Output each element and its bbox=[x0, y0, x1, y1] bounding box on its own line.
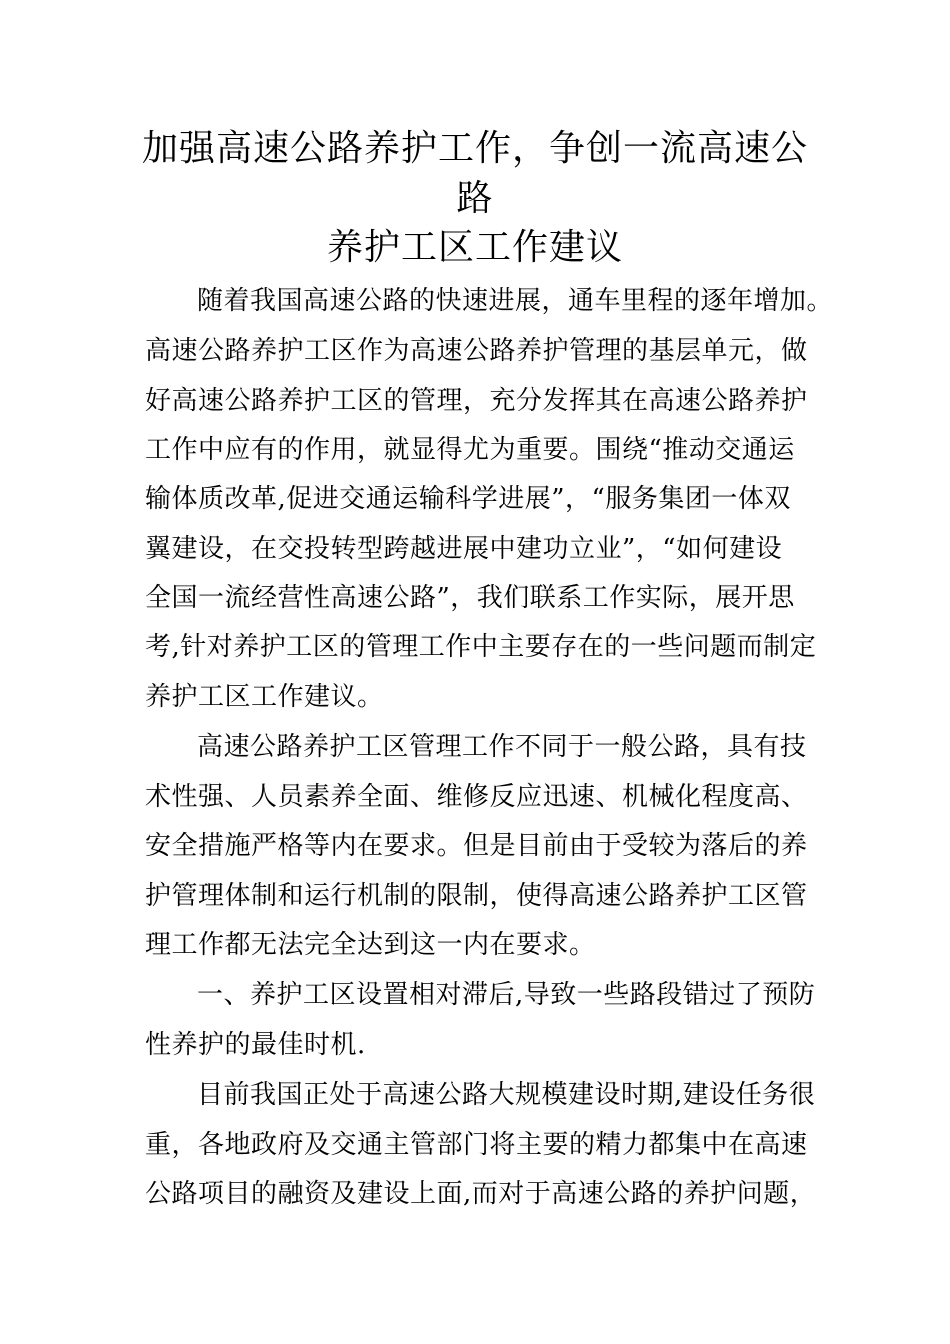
body-line: 理工作都无法完全达到这一内在要求。 bbox=[145, 930, 596, 960]
document-title-line-2: 路 bbox=[456, 178, 494, 219]
body-line: 术性强、人员素养全面、维修反应迅速、机械化程度高、 bbox=[145, 782, 808, 812]
document-title-line-1: 加强高速公路养护工作，争创一流高速公 bbox=[141, 128, 808, 169]
document-title-line-3: 养护工区工作建议 bbox=[326, 227, 623, 268]
body-line: 全国一流经营性高速公路”，我们联系工作实际，展开思 bbox=[145, 583, 795, 613]
body-line: 重，各地政府及交通主管部门将主要的精力都集中在高速 bbox=[145, 1130, 808, 1160]
body-line: 高速公路养护工区作为高速公路养护管理的基层单元，做 bbox=[145, 336, 808, 366]
body-line: 护管理体制和运行机制的限制，使得高速公路养护工区管 bbox=[145, 881, 808, 911]
body-line: 养护工区工作建议。 bbox=[145, 682, 384, 712]
body-line: 输体质改革,促进交通运输科学进展”，“服务集团一体双 bbox=[145, 484, 791, 514]
body-line: 考,针对养护工区的管理工作中主要存在的一些问题而制定 bbox=[145, 632, 817, 662]
body-line: 工作中应有的作用，就显得尤为重要。围绕“推动交通运 bbox=[145, 435, 795, 465]
body-line: 安全措施严格等内在要求。但是目前由于受较为落后的养 bbox=[145, 831, 808, 861]
body-line: 随着我国高速公路的快速进展，通车里程的逐年增加。 bbox=[197, 286, 834, 316]
body-line: 好高速公路养护工区的管理，充分发挥其在高速公路养护 bbox=[145, 386, 808, 416]
body-line: 翼建设，在交投转型跨越进展中建功立业”，“如何建设 bbox=[145, 534, 783, 564]
body-line: 公路项目的融资及建设上面,而对于高速公路的养护问题， bbox=[145, 1179, 817, 1209]
body-line: 目前我国正处于高速公路大规模建设时期,建设任务很 bbox=[197, 1080, 816, 1110]
body-line: 高速公路养护工区管理工作不同于一般公路，具有技 bbox=[197, 732, 807, 762]
section-heading-line: 性养护的最佳时机. bbox=[145, 1030, 366, 1060]
section-heading-line: 一、养护工区设置相对滞后,导致一些路段错过了预防 bbox=[197, 980, 816, 1010]
